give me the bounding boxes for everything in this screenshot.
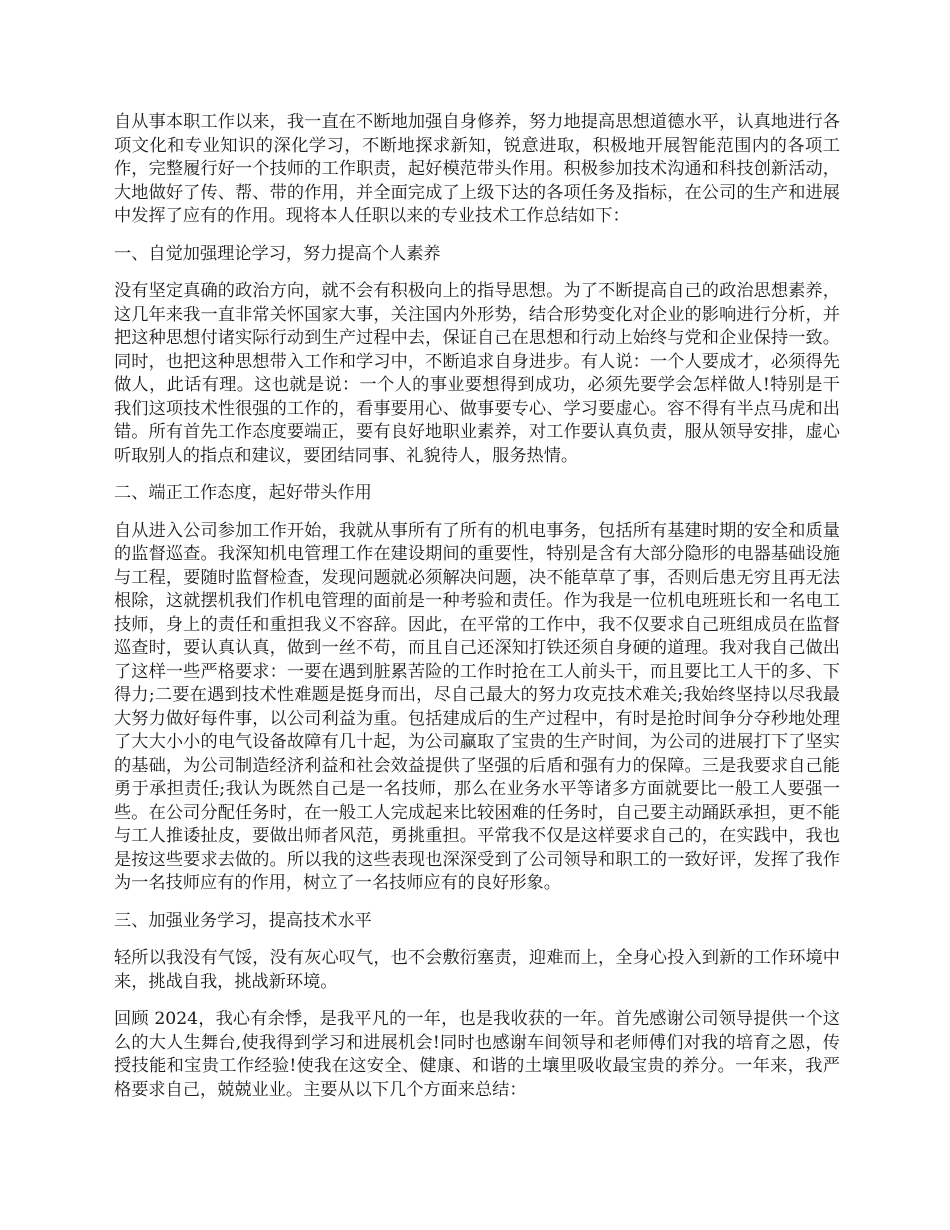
section-paragraph-2: 自从进入公司参加工作开始，我就从事所有了所有的机电事务，包括所有基建时期的安全和质量的监督巡查。我深知机电管理工作在建设期间的重要性，特别是含有大部分隐形的电器基础设施与工程，要随时监督检查，发现问题就必须解决问题，决不能草草了事，否则后患无穷且再无法根除，这就摆机我们作机电管理的面前是一种考验和责任。作为我是一位机电班班长和一名电工技师，身上的责任和重担我义不容辞。因此，在平常的工作中，我不仅要求自己班组成员在监督巡查时，要认真认真，做到一丝不苟，而且自己还深知打铁还须自身硬的道理。我对我自己做出了这样一些严格要求：一要在遇到脏累苦险的工作时抢在工人前头干，而且要比工人干的多、下得力;二要在遇到技术性难题是挺身而出，尽自己最大的努力攻克技术难关;我始终坚持以尽我最大努力做好每件事，以公司利益为重。包括建成后的生产过程中，有时是抢时间争分夺秒地处理了大大小小的电气设备故障有几十起，为公司赢取了宝贵的生产时间，为公司的进展打下了坚实的基础，为公司制造经济利益和社会效益提供了坚强的后盾和强有力的保障。三是我要求自己能勇于承担责任;我认为既然自己是一名技师，那么在业务水平等诸多方面就要比一般工人要强一些。在公司分配任务时，在一般工人完成起来比较困难的任务时，自己要主动踊跃承担，更不能与工人推诿扯皮，要做出师者风范，勇挑重担。平常我不仅是这样要求自己的，在实践中，我也是按这些要求去做的。所以我的这些表现也深深受到了公司领导和职工的一致好评，发挥了我作为一名技师应有的作用，树立了一名技师应有的良好形象。 [114,520,840,893]
section-heading-1: 一、自觉加强理论学习，努力提高个人素养 [114,243,441,264]
section-paragraph-3: 轻所以我没有气馁，没有灰心叹气，也不会敷衍塞责，迎难而上，全身心投入到新的工作环境中来，挑战自我，挑战新环境。 [114,948,840,992]
section-paragraph-1: 没有坚定真确的政治方向，就不会有积极向上的指导思想。为了不断提高自己的政治思想素养，这几年来我一直非常关怀国家大事，关注国内外形势，结合形势变化对企业的影响进行分析，并把这种思想付诸实际行动到生产过程中去，保证自己在思想和行动上始终与党和企业保持一致。同时，也把这种思想带入工作和学习中，不断追求自身进步。有人说：一个人要成才，必须得先做人，此话有理。这也就是说：一个人的事业要想得到成功，必须先要学会怎样做人!特别是干我们这项技术性很强的工作的，看事要用心、做事要专心、学习要虚心。容不得有半点马虎和出错。所有首先工作态度要端正，要有良好地职业素养，对工作要认真负责，服从领导安排，虚心听取别人的指点和建议，要团结同事、礼貌待人，服务热情。 [114,281,840,466]
closing-paragraph: 回顾 2024，我心有余悸，是我平凡的一年，也是我收获的一年。首先感谢公司领导提供一个这么的大人生舞台,使我得到学习和进展机会!同时也感谢车间领导和老师傅们对我的培育之恩，传授技能和宝贵工作经验!使我在这安全、健康、和谐的土壤里吸收最宝贵的养分。一年来，我严格要求自己，兢兢业业。主要从以下几个方面来总结： [114,1009,840,1100]
document-body [114,111,840,1116]
intro-paragraph: 自从事本职工作以来，我一直在不断地加强自身修养，努力地提高思想道德水平，认真地进行各项文化和专业知识的深化学习，不断地探求新知，锐意进取，积极地开展智能范围内的各项工作，完整履行好一个技师的工作职责，起好模范带头作用。积极参加技术沟通和科技创新活动，大地做好了传、帮、带的作用，并全面完成了上级下达的各项任务及指标，在公司的生产和进展中发挥了应有的作用。现将本人任职以来的专业技术工作总结如下： [114,112,840,226]
section-heading-2: 二、端正工作态度，起好带头作用 [114,483,372,503]
section-heading-3: 三、加强业务学习，提高技术水平 [114,910,372,931]
